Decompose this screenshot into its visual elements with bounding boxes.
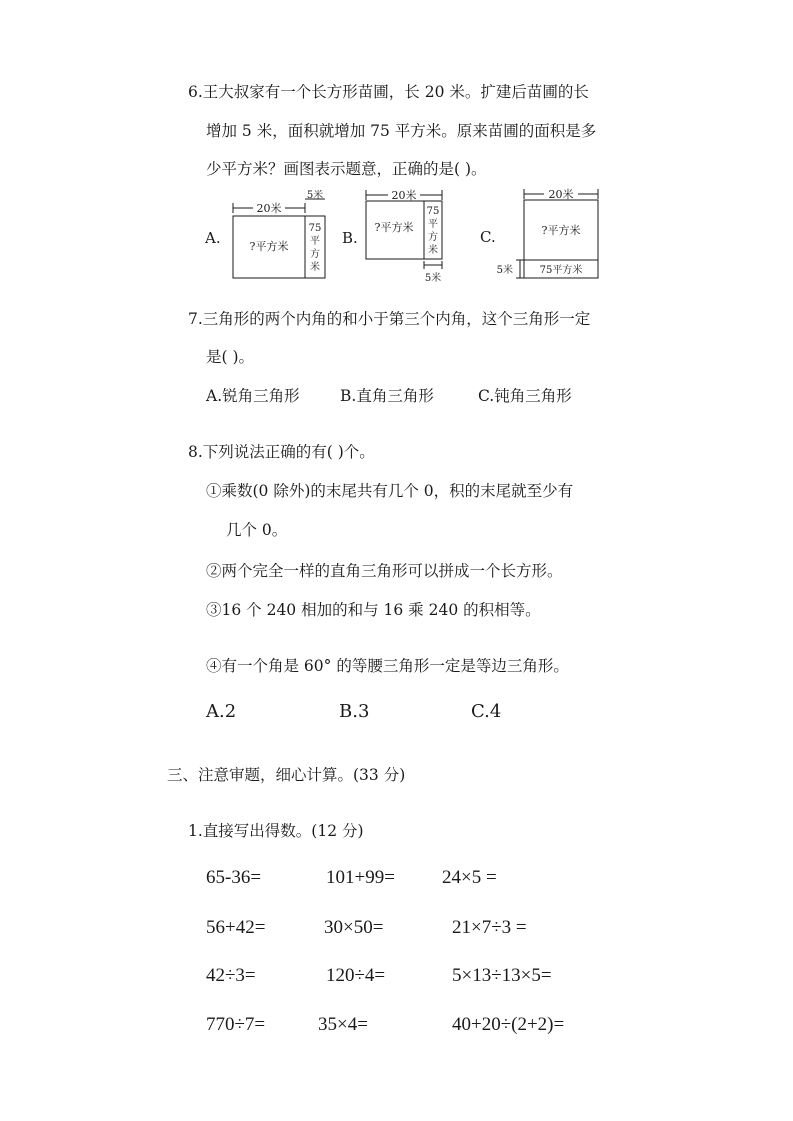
- calc-r2-c1: 56+42=: [206, 917, 266, 938]
- q8-option-a: A.2: [206, 701, 237, 722]
- calc-r4-c1: 770÷7=: [206, 1014, 266, 1035]
- q8-statement-1b: 几个 0。: [226, 521, 288, 539]
- option-b-side-label: 5米: [424, 273, 442, 284]
- option-a-letter: A.: [205, 229, 221, 247]
- q8-option-b: B.3: [339, 701, 370, 722]
- svg-text:平: 平: [428, 219, 438, 230]
- svg-text:75: 75: [426, 206, 440, 217]
- calc-r3-c2: 120÷4=: [326, 965, 386, 986]
- calc-r4-c2: 35×4=: [318, 1014, 368, 1035]
- q7-line-2: 是( )。: [206, 348, 255, 366]
- q7-option-c: C.钝角三角形: [478, 387, 572, 405]
- calc-r1-c3: 24×5 =: [442, 867, 497, 888]
- option-c-added-label: 75平方米: [539, 265, 583, 276]
- option-c-top-label: 20米: [548, 188, 574, 201]
- svg-text:75: 75: [308, 223, 322, 234]
- calc-r2-c2: 30×50=: [324, 917, 384, 938]
- q7-option-a: A.锐角三角形: [206, 387, 300, 405]
- q8-statement-2: ②两个完全一样的直角三角形可以拼成一个长方形。: [206, 562, 563, 580]
- calc-r4-c3: 40+20÷(2+2)=: [452, 1014, 565, 1035]
- svg-text:米: 米: [428, 245, 438, 256]
- q7-line-1: 7.三角形的两个内角的和小于第三个内角，这个三角形一定: [188, 310, 591, 328]
- q6-option-a: [205, 190, 335, 286]
- q6-line-2: 增加 5 米，面积就增加 75 平方米。原来苗圃的面积是多: [206, 122, 597, 140]
- svg-text:方: 方: [310, 249, 320, 260]
- q6-line-3: 少平方米？画图表示题意，正确的是( )。: [206, 160, 487, 178]
- option-b-area-label: ?平方米: [374, 221, 414, 234]
- q6-line-1: 6.王大叔家有一个长方形苗圃，长 20 米。扩建后苗圃的长: [188, 83, 589, 101]
- option-c-area-label: ?平方米: [541, 224, 581, 237]
- calc-r3-c3: 5×13÷13×5=: [452, 965, 552, 986]
- q6-option-b: [342, 185, 457, 293]
- q6-option-c-diagram: [480, 184, 610, 282]
- svg-text:平: 平: [310, 236, 320, 247]
- option-c-side-label: 5米: [496, 265, 513, 276]
- q8-statement-3: ③16 个 240 相加的和与 16 乘 240 的积相等。: [206, 601, 541, 619]
- svg-text:米: 米: [310, 262, 320, 273]
- option-c-letter: C.: [480, 228, 496, 246]
- q7-option-b: B.直角三角形: [340, 387, 434, 405]
- option-a-area-label: ?平方米: [249, 240, 289, 253]
- q8-statement-4: ④有一个角是 60° 的等腰三角形一定是等边三角形。: [206, 657, 569, 675]
- q8-stem: 8.下列说法正确的有( )个。: [188, 443, 375, 461]
- option-a-top-label: 20米: [256, 202, 282, 215]
- q6-option-b-diagram: [342, 185, 457, 289]
- calc-r2-c3: 21×7÷3 =: [452, 917, 527, 938]
- calc-r1-c1: 65-36=: [206, 867, 262, 888]
- section-3-heading: 三、注意审题，细心计算。(33 分): [167, 766, 406, 784]
- q8-option-c: C.4: [471, 701, 502, 722]
- option-b-top-label: 20米: [391, 189, 417, 202]
- calc-r3-c1: 42÷3=: [206, 965, 256, 986]
- calc-r1-c2: 101+99=: [326, 867, 395, 888]
- section-3-sub-1: 1.直接写出得数。(12 分): [188, 822, 364, 840]
- option-b-letter: B.: [342, 229, 358, 247]
- q8-statement-1a: ①乘数(0 除外)的末尾共有几个 0，积的末尾就至少有: [206, 482, 574, 500]
- svg-text:方: 方: [428, 232, 438, 243]
- option-a-side-label: 5米: [306, 190, 324, 201]
- q6-option-c: [480, 184, 610, 286]
- q6-option-a-diagram: [205, 190, 335, 282]
